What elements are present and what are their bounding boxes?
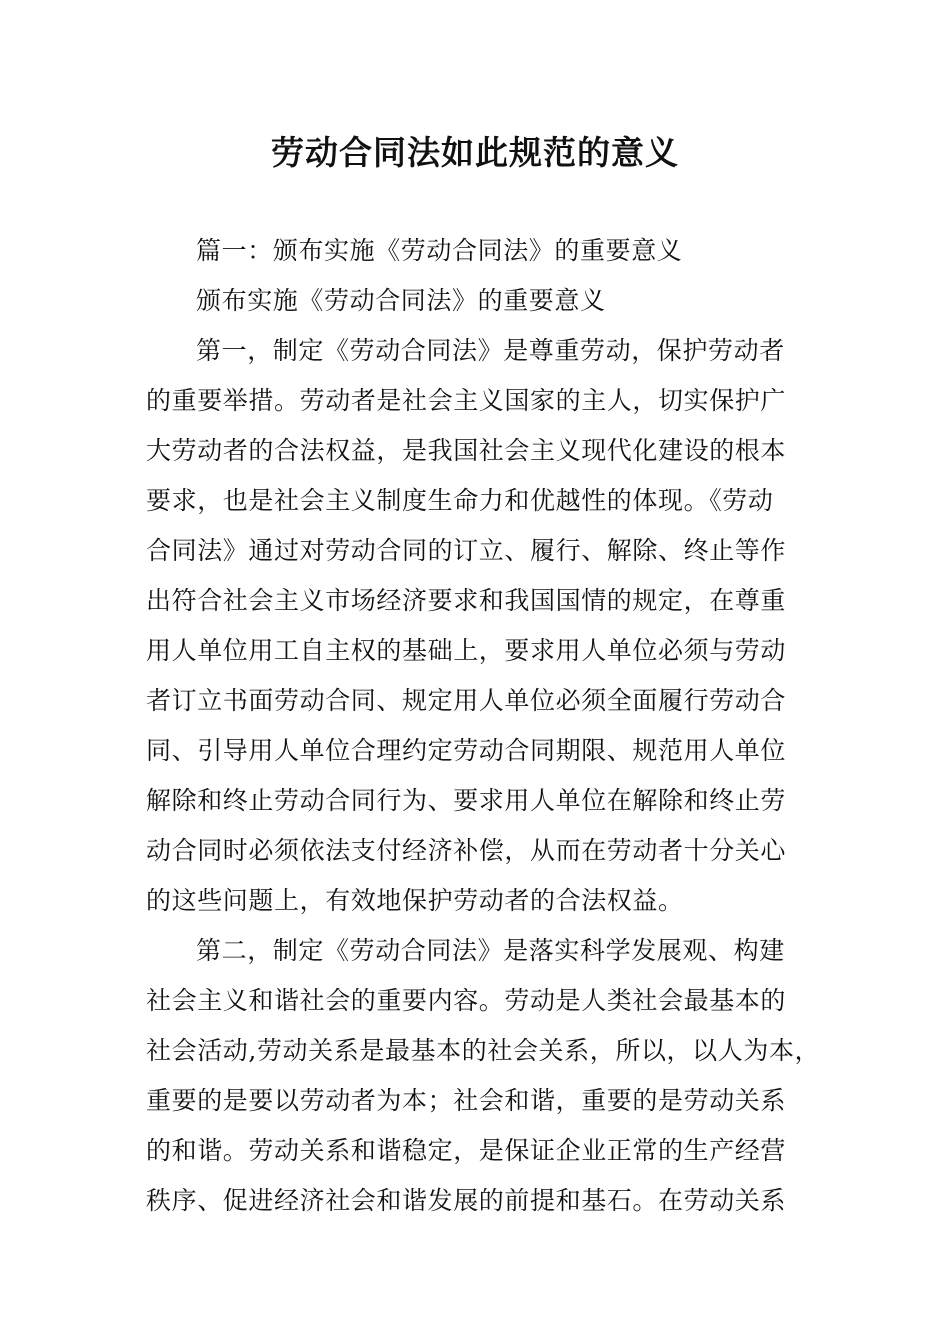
paragraph-line: 的这些问题上，有效地保护劳动者的合法权益。 bbox=[146, 886, 684, 915]
paragraph-line: 的和谐。劳动关系和谐稳定，是保证企业正常的生产经营 bbox=[146, 1136, 787, 1165]
paragraph-line: 第二，制定《劳动合同法》是落实科学发展观、构建 bbox=[196, 936, 785, 965]
paragraph-line: 的重要举措。劳动者是社会主义国家的主人，切实保护广 bbox=[146, 386, 787, 415]
paragraph-line: 第一，制定《劳动合同法》是尊重劳动，保护劳动者 bbox=[196, 336, 785, 365]
paragraph-line: 社会活动,劳动关系是最基本的社会关系，所以，以人为本， bbox=[146, 1036, 821, 1065]
paragraph-line: 合同法》通过对劳动合同的订立、履行、解除、终止等作 bbox=[146, 536, 787, 565]
paragraph-line: 要求，也是社会主义制度生命力和优越性的体现。《劳动 bbox=[146, 486, 774, 515]
paragraph-line: 出符合社会主义市场经济要求和我国国情的规定，在尊重 bbox=[146, 586, 787, 615]
subheading: 颁布实施《劳动合同法》的重要意义 bbox=[196, 286, 606, 315]
paragraph-line: 重要的是要以劳动者为本；社会和谐，重要的是劳动关系 bbox=[146, 1086, 787, 1115]
paragraph-line: 动合同时必须依法支付经济补偿，从而在劳动者十分关心 bbox=[146, 836, 787, 865]
paragraph-line: 同、引导用人单位合理约定劳动合同期限、规范用人单位 bbox=[146, 736, 787, 765]
paragraph-line: 解除和终止劳动合同行为、要求用人单位在解除和终止劳 bbox=[146, 786, 787, 815]
paragraph-line: 秩序、促进经济社会和谐发展的前提和基石。在劳动关系 bbox=[146, 1186, 787, 1215]
paragraph-line: 者订立书面劳动合同、规定用人单位必须全面履行劳动合 bbox=[146, 686, 787, 715]
paragraph-line: 社会主义和谐社会的重要内容。劳动是人类社会最基本的 bbox=[146, 986, 787, 1015]
section-heading: 篇一：颁布实施《劳动合同法》的重要意义 bbox=[196, 236, 683, 265]
paragraph-line: 大劳动者的合法权益，是我国社会主义现代化建设的根本 bbox=[146, 436, 787, 465]
document-title: 劳动合同法如此规范的意义 bbox=[271, 133, 679, 172]
paragraph-line: 用人单位用工自主权的基础上，要求用人单位必须与劳动 bbox=[146, 636, 787, 665]
